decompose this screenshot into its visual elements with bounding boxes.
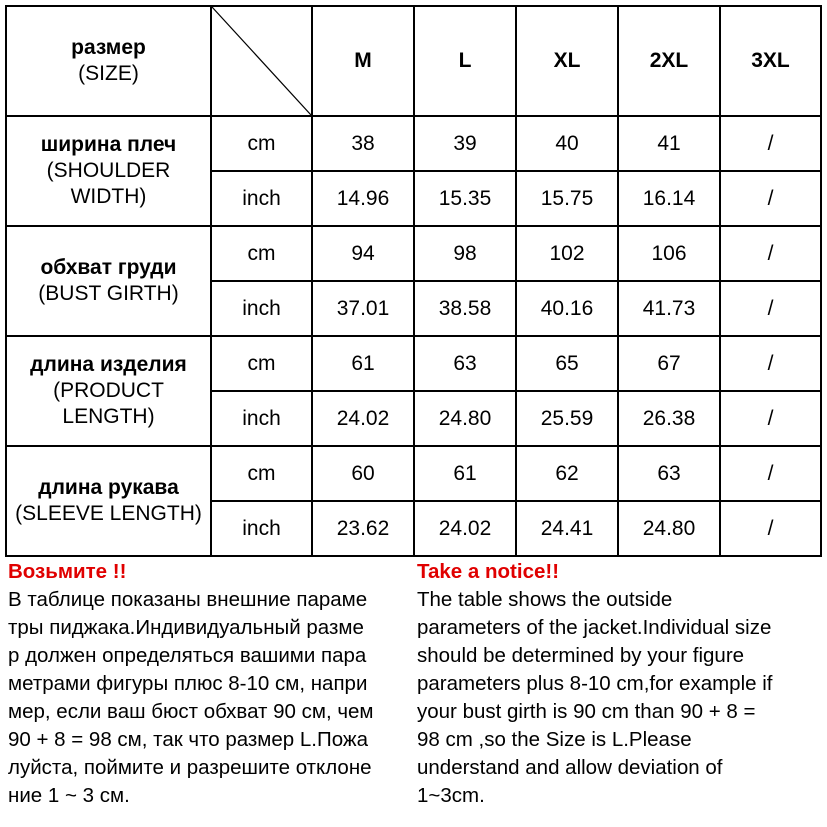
- notice-line: р должен определяться вашими пара: [8, 644, 367, 667]
- value-cell: 60: [312, 446, 414, 501]
- value-cell: 61: [312, 336, 414, 391]
- notice-line: луйста, поймите и разрешите отклоне: [8, 756, 372, 779]
- size-label-ru: размер: [71, 36, 146, 59]
- value-cell: 40.16: [516, 281, 618, 336]
- notice-english: [417, 558, 822, 810]
- value-cell: /: [720, 501, 821, 556]
- value-cell: /: [720, 116, 821, 171]
- value-cell: 94: [312, 226, 414, 281]
- param-name-ru: обхват груди: [40, 256, 177, 279]
- param-name-en: (BUST GIRTH): [38, 282, 179, 305]
- value-cell: 15.35: [414, 171, 516, 226]
- unit-cell: cm: [211, 336, 312, 391]
- value-cell: 25.59: [516, 391, 618, 446]
- value-cell: 24.02: [312, 391, 414, 446]
- notice-line: 98 cm ,so the Size is L.Please: [417, 728, 692, 751]
- table-row: [6, 336, 821, 391]
- size-header-cell: [6, 6, 211, 116]
- value-cell: 26.38: [618, 391, 720, 446]
- param-name-ru: ширина плеч: [40, 133, 177, 156]
- diagonal-line: [212, 7, 311, 115]
- value-cell: 15.75: [516, 171, 618, 226]
- value-cell: /: [720, 446, 821, 501]
- notice-line: The table shows the outside: [417, 588, 673, 611]
- value-cell: /: [720, 281, 821, 336]
- param-product-length: [6, 336, 211, 446]
- value-cell: 38: [312, 116, 414, 171]
- param-name-en: (SLEEVE LENGTH): [15, 502, 202, 525]
- unit-cell: inch: [211, 391, 312, 446]
- table-row: [6, 226, 821, 281]
- table-row: [6, 446, 821, 501]
- value-cell: 102: [516, 226, 618, 281]
- notice-line: 90 + 8 = 98 см, так что размер L.Пожа: [8, 728, 369, 751]
- diagonal-corner-cell: [211, 6, 312, 116]
- value-cell: 16.14: [618, 171, 720, 226]
- notice-line: В таблице показаны внешние параме: [8, 588, 368, 611]
- size-header-3xl: 3XL: [720, 6, 821, 116]
- size-header-l: L: [414, 6, 516, 116]
- value-cell: 63: [618, 446, 720, 501]
- size-header-m: M: [312, 6, 414, 116]
- notice-line: тры пиджака.Индивидуальный разме: [8, 616, 364, 639]
- value-cell: /: [720, 226, 821, 281]
- notice-line: parameters plus 8-10 cm,for example if: [417, 672, 773, 695]
- value-cell: 67: [618, 336, 720, 391]
- unit-cell: cm: [211, 446, 312, 501]
- notice-section: [0, 558, 827, 827]
- value-cell: /: [720, 391, 821, 446]
- value-cell: 24.80: [414, 391, 516, 446]
- value-cell: 14.96: [312, 171, 414, 226]
- unit-cell: cm: [211, 226, 312, 281]
- unit-cell: cm: [211, 116, 312, 171]
- value-cell: 62: [516, 446, 618, 501]
- size-header-2xl: 2XL: [618, 6, 720, 116]
- value-cell: 24.80: [618, 501, 720, 556]
- value-cell: /: [720, 336, 821, 391]
- param-sleeve-length: [6, 446, 211, 556]
- value-cell: 23.62: [312, 501, 414, 556]
- notice-line: understand and allow deviation of: [417, 756, 723, 779]
- value-cell: 39: [414, 116, 516, 171]
- param-shoulder-width: [6, 116, 211, 226]
- unit-cell: inch: [211, 281, 312, 336]
- notice-line: your bust girth is 90 cm than 90 + 8 =: [417, 700, 756, 723]
- param-bust-girth: [6, 226, 211, 336]
- notice-line: should be determined by your figure: [417, 644, 745, 667]
- value-cell: 41: [618, 116, 720, 171]
- size-chart-table: [5, 5, 822, 557]
- value-cell: 106: [618, 226, 720, 281]
- value-cell: 41.73: [618, 281, 720, 336]
- param-name-en: (SHOULDER WIDTH): [46, 159, 171, 208]
- value-cell: 61: [414, 446, 516, 501]
- notice-line: мер, если ваш бюст обхват 90 см, чем: [8, 700, 374, 723]
- notice-title-en: Take a notice!!: [417, 560, 560, 583]
- size-header-xl: XL: [516, 6, 618, 116]
- notice-line: parameters of the jacket.Individual size: [417, 616, 772, 639]
- value-cell: 24.02: [414, 501, 516, 556]
- value-cell: 37.01: [312, 281, 414, 336]
- notice-line: метрами фигуры плюс 8-10 см, напри: [8, 672, 368, 695]
- notice-russian: [8, 558, 408, 810]
- value-cell: 63: [414, 336, 516, 391]
- value-cell: 38.58: [414, 281, 516, 336]
- table-row: [6, 116, 821, 171]
- unit-cell: inch: [211, 171, 312, 226]
- notice-title-ru: Возьмите !!: [8, 560, 127, 583]
- value-cell: /: [720, 171, 821, 226]
- unit-cell: inch: [211, 501, 312, 556]
- value-cell: 40: [516, 116, 618, 171]
- value-cell: 65: [516, 336, 618, 391]
- param-name-en: (PRODUCT LENGTH): [53, 379, 164, 428]
- param-name-ru: длина рукава: [38, 476, 179, 499]
- notice-line: 1~3cm.: [417, 784, 485, 807]
- notice-line: ние 1 ~ 3 см.: [8, 784, 130, 807]
- value-cell: 98: [414, 226, 516, 281]
- value-cell: 24.41: [516, 501, 618, 556]
- param-name-ru: длина изделия: [30, 353, 187, 376]
- size-label-en: (SIZE): [78, 62, 139, 85]
- header-row: [6, 6, 821, 116]
